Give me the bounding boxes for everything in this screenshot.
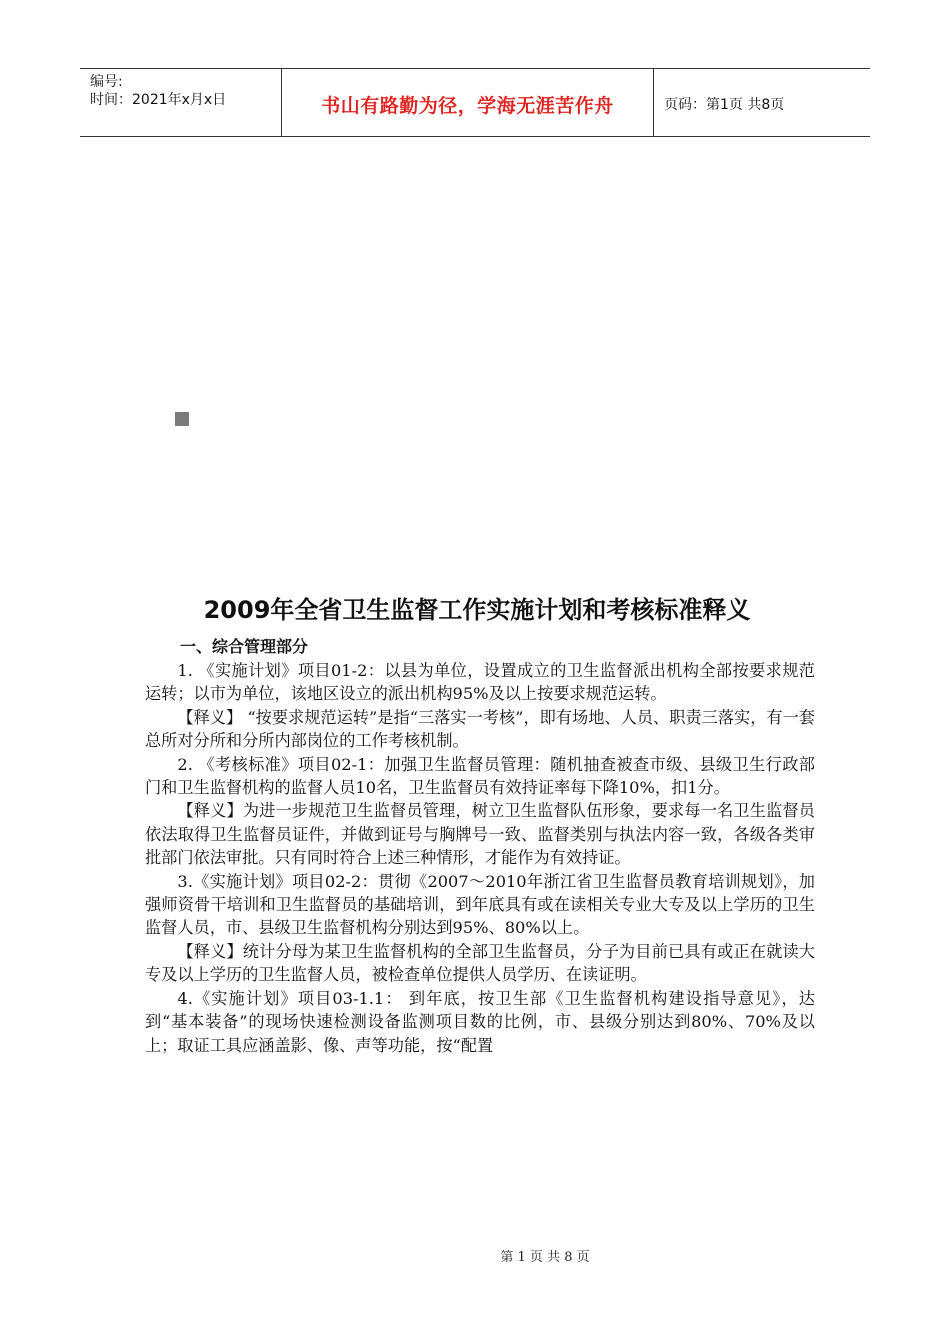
paragraph-item-4: 4.《实施计划》项目03-1.1： 到年底，按卫生部《卫生监督机构建设指导意见》，达到“基本装备”的现场快速检测设备监测项目数的比例，市、县级分别达到80%、70%及以上；取证工具应涵盖影、像、声等功能，按“配置	[145, 988, 815, 1055]
paragraph-item-3: 3.《实施计划》项目02-2：贯彻《2007～2010年浙江省卫生监督员教育培训规划》，加强师资骨干培训和卫生监督员的基础培训，到年底具有或在读相关专业大专及以上学历的卫生监督人员，市、县级卫生监督机构分别达到95%、80%以上。	[145, 871, 815, 938]
paragraph-explanation-1: 【释义】 “按要求规范运转”是指“三落实一考核”，即有场地、人员、职责三落实，有一套总所对分所和分所内部岗位的工作考核机制。	[145, 707, 815, 751]
serial-number-label: 编号:	[90, 74, 123, 90]
header-motto-cell	[282, 69, 654, 136]
header-page-cell	[654, 69, 870, 136]
page-info-text: 页码：第1页 共8页	[664, 96, 785, 113]
document-body	[145, 659, 815, 1057]
header-meta-cell	[80, 69, 282, 136]
paragraph-item-1: 1. 《实施计划》项目01-2：以县为单位，设置成立的卫生监督派出机构全部按要求规范运转；以市为单位，该地区设立的派出机构95%及以上按要求规范运转。	[145, 661, 815, 704]
section-heading: 一、综合管理部分	[180, 637, 309, 656]
date-label: 时间：2021年x月x日	[90, 92, 227, 108]
paragraph-item-2: 2. 《考核标准》项目02-1：加强卫生监督员管理：随机抽查被查市级、县级卫生行政部门和卫生监督机构的监督人员10名，卫生监督员有效持证率每下降10%，扣1分。	[145, 754, 815, 798]
paragraph-explanation-3: 【释义】统计分母为某卫生监督机构的全部卫生监督员，分子为目前已具有或正在就读大专及以上学历的卫生监督人员，被检查单位提供人员学历、在读证明。	[145, 941, 815, 985]
square-bullet-icon	[175, 412, 189, 426]
document-header-table	[80, 68, 870, 137]
page-footer: 第 1 页 共 8 页	[500, 1250, 590, 1265]
document-title: 2009年全省卫生监督工作实施计划和考核标准释义	[203, 596, 751, 624]
motto-text: 书山有路勤为径，学海无涯苦作舟	[321, 95, 614, 117]
paragraph-explanation-2: 【释义】为进一步规范卫生监督员管理，树立卫生监督队伍形象，要求每一名卫生监督员依法取得卫生监督员证件，并做到证号与胸牌号一致、监督类别与执法内容一致，各级各类审批部门依法审批。只有同时符合上述三种情形，才能作为有效持证。	[145, 801, 815, 868]
